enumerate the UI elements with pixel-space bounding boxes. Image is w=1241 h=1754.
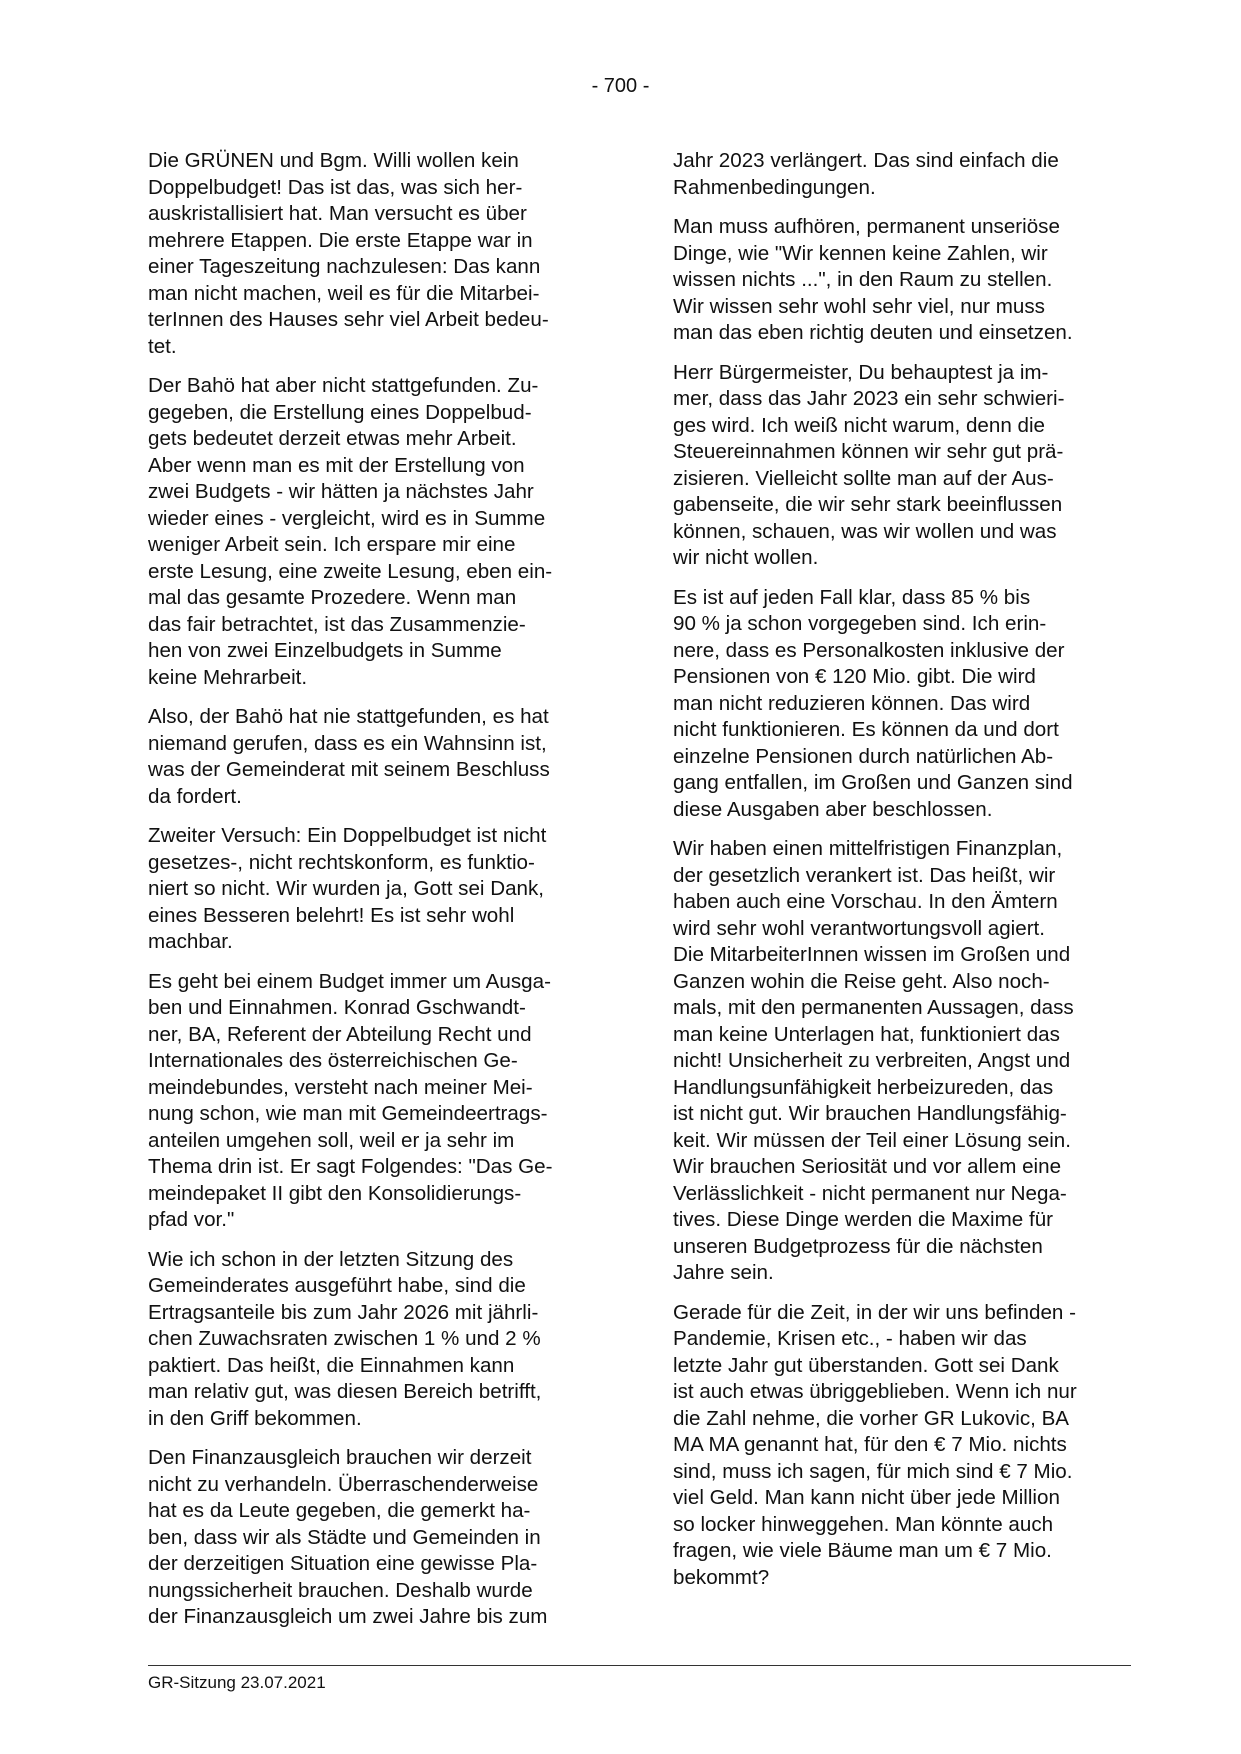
text-line: zwei Budgets - wir hätten ja nächstes Jahr: [148, 480, 534, 503]
text-line: nicht funktionieren. Es können da und dort: [673, 718, 1059, 741]
text-line: der derzeitigen Situation eine gewisse Pla-: [148, 1552, 538, 1575]
text-line: fragen, wie viele Bäume man um € 7 Mio.: [673, 1539, 1052, 1562]
text-line: keine Mehrarbeit.: [148, 665, 308, 689]
text-line: ner, BA, Referent der Abteilung Recht und: [148, 1022, 532, 1046]
text-line: ges wird. Ich weiß nicht warum, denn die: [673, 413, 1045, 437]
text-line: Thema drin ist. Er sagt Folgendes: "Das Ge-: [148, 1155, 553, 1178]
text-line: haben auch eine Vorschau. In den Ämtern: [673, 890, 1058, 913]
text-line: bekommt?: [673, 1565, 770, 1589]
text-line: machbar.: [148, 930, 233, 953]
paragraph: [673, 1300, 1123, 1592]
text-line: mals, mit den permanenten Aussagen, dass: [673, 996, 1074, 1019]
text-line: keit. Wir müssen der Teil einer Lösung sein.: [673, 1128, 1071, 1152]
text-line: Es geht bei einem Budget immer um Ausga-: [148, 969, 551, 993]
text-line: mer, dass das Jahr 2023 ein sehr schwieri-: [673, 387, 1065, 410]
text-line: erste Lesung, eine zweite Lesung, eben ein-: [148, 559, 553, 583]
text-line: was der Gemeinderat mit seinem Beschluss: [148, 758, 550, 781]
text-line: in den Griff bekommen.: [148, 1406, 362, 1430]
text-line: MA MA genannt hat, für den € 7 Mio. nichts: [673, 1433, 1067, 1456]
text-line: man nicht machen, weil es für die Mitarbei-: [148, 281, 540, 305]
text-line: wieder eines - vergleicht, wird es in Summe: [148, 506, 546, 530]
paragraph: [148, 148, 598, 360]
text-line: ben, dass wir als Städte und Gemeinden in: [148, 1525, 541, 1549]
text-line: eines Besseren belehrt! Es ist sehr wohl: [148, 903, 515, 927]
text-line: viel Geld. Man kann nicht über jede Million: [673, 1486, 1060, 1509]
text-line: Handlungsunfähigkeit herbeizureden, das: [673, 1075, 1054, 1099]
paragraph: [148, 823, 598, 956]
paragraph: [148, 969, 598, 1234]
paragraph: [673, 836, 1123, 1287]
text-line: Wie ich schon in der letzten Sitzung des: [148, 1247, 514, 1271]
right-text-column: [673, 148, 1123, 1604]
text-line: gang entfallen, im Großen und Ganzen sind: [673, 771, 1073, 794]
text-line: Wir brauchen Seriosität und vor allem eine: [673, 1155, 1062, 1178]
footer-session-date: GR-Sitzung 23.07.2021: [148, 1673, 326, 1692]
text-line: meindebundes, versteht nach meiner Mei-: [148, 1075, 533, 1099]
text-line: Zweiter Versuch: Ein Doppelbudget ist nicht: [148, 824, 547, 847]
text-line: Internationales des österreichischen Ge-: [148, 1049, 518, 1072]
text-line: chen Zuwachsraten zwischen 1 % und 2 %: [148, 1327, 541, 1350]
paragraph: [148, 373, 598, 691]
text-line: man das eben richtig deuten und einsetzen.: [673, 321, 1073, 344]
text-line: Wir haben einen mittelfristigen Finanzplan,: [673, 837, 1063, 860]
text-line: Doppelbudget! Das ist das, was sich her-: [148, 175, 523, 199]
text-line: gesetzes-, nicht rechtskonform, es funktio-: [148, 850, 535, 874]
text-line: man relativ gut, was diesen Bereich betrifft,: [148, 1380, 542, 1403]
left-text-column: [148, 148, 598, 1644]
paragraph: [148, 704, 598, 810]
text-line: Wir wissen sehr wohl sehr viel, nur muss: [673, 294, 1045, 318]
text-line: man keine Unterlagen hat, funktioniert das: [673, 1022, 1060, 1046]
text-line: ist nicht gut. Wir brauchen Handlungsfähig-: [673, 1102, 1067, 1125]
text-line: Den Finanzausgleich brauchen wir derzeit: [148, 1446, 532, 1469]
text-line: wird sehr wohl verantwortungsvoll agiert.: [673, 916, 1045, 940]
text-line: ben und Einnahmen. Konrad Gschwandt-: [148, 996, 526, 1019]
text-line: gets bedeutet derzeit etwas mehr Arbeit.: [148, 427, 517, 450]
text-line: man nicht reduzieren können. Das wird: [673, 691, 1031, 715]
text-line: Die GRÜNEN und Bgm. Willi wollen kein: [148, 149, 519, 172]
text-line: anteilen umgehen soll, weil er ja sehr im: [148, 1128, 515, 1152]
text-line: einzelne Pensionen durch natürlichen Ab-: [673, 744, 1054, 768]
text-line: pfad vor.": [148, 1208, 235, 1231]
text-line: so locker hinweggehen. Man könnte auch: [673, 1512, 1054, 1536]
text-line: nicht zu verhandeln. Überraschenderweise: [148, 1472, 539, 1496]
text-line: Steuereinnahmen können wir sehr gut prä-: [673, 440, 1064, 463]
text-line: sind, muss ich sagen, für mich sind € 7 Mio.: [673, 1459, 1073, 1483]
text-line: wissen nichts ...", in den Raum zu stellen.: [673, 268, 1053, 291]
text-line: mehrere Etappen. Die erste Etappe war in: [148, 228, 533, 252]
text-line: meindepaket II gibt den Konsolidierungs-: [148, 1181, 522, 1205]
text-line: 90 % ja schon vorgegeben sind. Ich erin-: [673, 612, 1047, 635]
text-line: Gerade für die Zeit, in der wir uns befinden -: [673, 1300, 1076, 1324]
text-line: Ertragsanteile bis zum Jahr 2026 mit jährli-: [148, 1300, 539, 1324]
text-line: unseren Budgetprozess für die nächsten: [673, 1234, 1043, 1258]
text-line: Herr Bürgermeister, Du behauptest ja im-: [673, 360, 1049, 384]
text-line: letzte Jahr gut überstanden. Gott sei Dank: [673, 1353, 1059, 1377]
paragraph: [148, 1445, 598, 1631]
text-line: der Finanzausgleich um zwei Jahre bis zum: [148, 1605, 548, 1628]
text-line: Also, der Bahö hat nie stattgefunden, es hat: [148, 705, 549, 728]
text-line: nicht! Unsicherheit zu verbreiten, Angst und: [673, 1049, 1071, 1072]
text-line: paktiert. Das heißt, die Einnahmen kann: [148, 1353, 515, 1377]
text-line: Dinge, wie "Wir kennen keine Zahlen, wir: [673, 241, 1048, 265]
text-line: der gesetzlich verankert ist. Das heißt, wir: [673, 863, 1056, 887]
text-line: nere, dass es Personalkosten inklusive der: [673, 638, 1065, 662]
text-line: hat es da Leute gegeben, die gemerkt ha-: [148, 1499, 531, 1522]
footer-divider: [148, 1665, 1131, 1666]
text-line: Es ist auf jeden Fall klar, dass 85 % bis: [673, 585, 1031, 609]
text-line: tives. Diese Dinge werden die Maxime für: [673, 1208, 1053, 1231]
text-line: niemand gerufen, dass es ein Wahnsinn ist,: [148, 731, 547, 755]
text-line: tet.: [148, 334, 177, 358]
paragraph: [673, 214, 1123, 347]
text-line: Jahre sein.: [673, 1261, 774, 1284]
text-line: nungssicherheit brauchen. Deshalb wurde: [148, 1578, 533, 1602]
text-line: hen von zwei Einzelbudgets in Summe: [148, 639, 502, 662]
text-line: Pensionen von € 120 Mio. gibt. Die wird: [673, 665, 1036, 688]
paragraph: [673, 148, 1123, 201]
text-line: Jahr 2023 verlängert. Das sind einfach die: [673, 149, 1059, 172]
text-line: Die MitarbeiterInnen wissen im Großen und: [673, 943, 1071, 966]
text-line: diese Ausgaben aber beschlossen.: [673, 797, 993, 821]
text-line: Der Bahö hat aber nicht stattgefunden. Zu-: [148, 374, 539, 397]
text-line: gegeben, die Erstellung eines Doppelbud-: [148, 400, 532, 424]
text-line: Aber wenn man es mit der Erstellung von: [148, 453, 525, 477]
paragraph: [673, 585, 1123, 824]
paragraph: [673, 360, 1123, 572]
text-line: Gemeinderates ausgeführt habe, sind die: [148, 1274, 526, 1297]
text-line: Verlässlichkeit - nicht permanent nur Nega-: [673, 1181, 1067, 1205]
text-line: Pandemie, Krisen etc., - haben wir das: [673, 1327, 1027, 1350]
text-line: können, schauen, was wir wollen und was: [673, 519, 1057, 543]
text-line: gabenseite, die wir sehr stark beeinflussen: [673, 493, 1063, 516]
text-line: zisieren. Vielleicht sollte man auf der Aus-: [673, 466, 1054, 490]
page-number: - 700 -: [591, 75, 650, 97]
text-line: auskristallisiert hat. Man versucht es über: [148, 202, 527, 225]
text-line: Ganzen wohin die Reise geht. Also noch-: [673, 969, 1050, 993]
text-line: Rahmenbedingungen.: [673, 175, 876, 199]
text-line: wir nicht wollen.: [673, 546, 819, 569]
text-line: ist auch etwas übriggeblieben. Wenn ich nur: [673, 1380, 1077, 1403]
text-line: nung schon, wie man mit Gemeindeertrags-: [148, 1102, 548, 1125]
text-line: da fordert.: [148, 784, 242, 808]
text-line: terInnen des Hauses sehr viel Arbeit bedeu-: [148, 308, 549, 331]
paragraph: [148, 1247, 598, 1433]
text-line: Man muss aufhören, permanent unseriöse: [673, 215, 1060, 238]
text-line: weniger Arbeit sein. Ich erspare mir eine: [148, 533, 516, 556]
text-line: mal das gesamte Prozedere. Wenn man: [148, 586, 517, 609]
text-line: einer Tageszeitung nachzulesen: Das kann: [148, 255, 541, 278]
text-line: die Zahl nehme, die vorher GR Lukovic, BA: [673, 1406, 1070, 1430]
text-line: das fair betrachtet, ist das Zusammenzie-: [148, 612, 526, 636]
text-line: niert so nicht. Wir wurden ja, Gott sei Dank,: [148, 877, 545, 900]
